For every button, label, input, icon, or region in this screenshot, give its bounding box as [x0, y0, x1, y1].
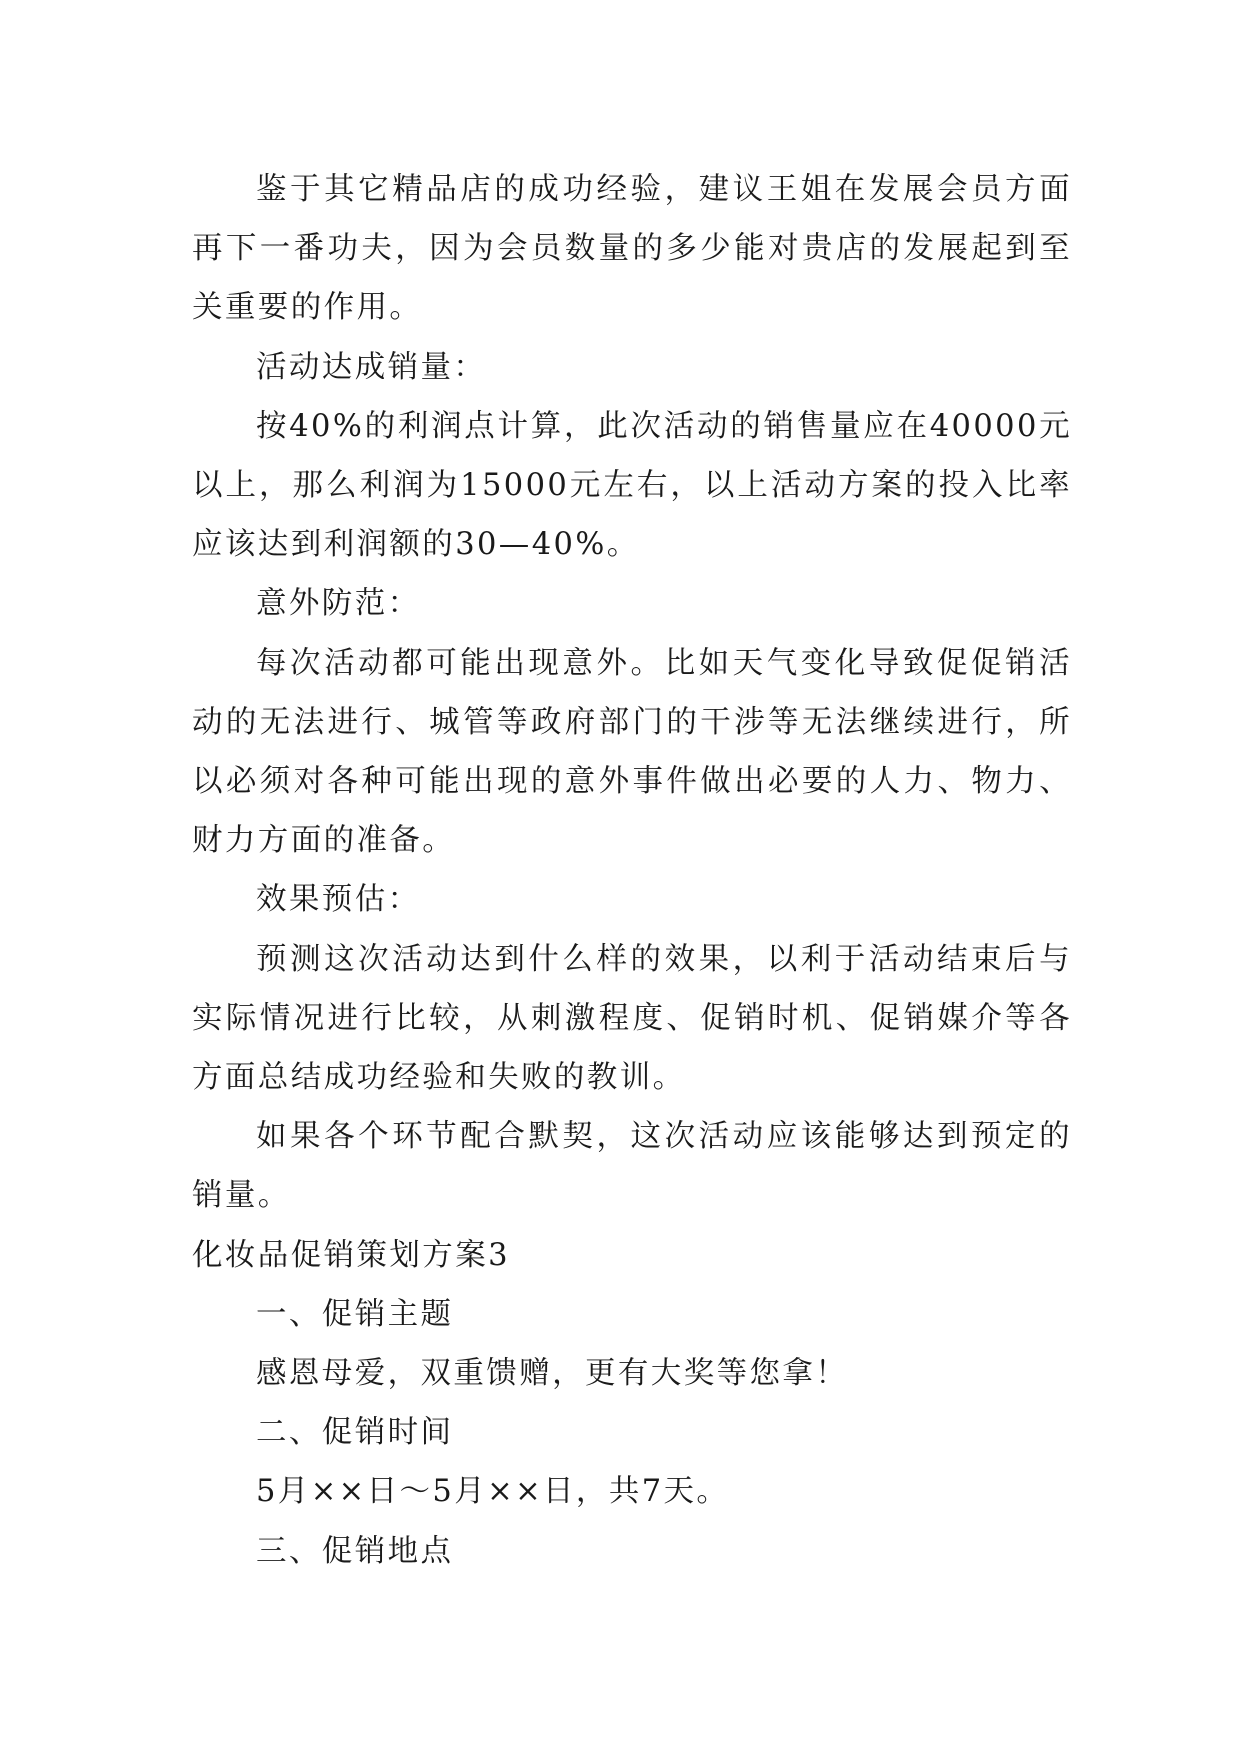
section-heading-theme: 一、促销主题 [256, 1296, 454, 1332]
document-title-plan-3: 化妆品促销策划方案3 [192, 1237, 510, 1273]
section-heading-sales-target: 活动达成销量： [256, 349, 487, 385]
paragraph-theme: 感恩母爱，双重馈赠，更有大奖等您拿！ [256, 1356, 849, 1392]
paragraph-membership-advice: 鉴于其它精品店的成功经验，建议王姐在发展会员方面再下一番功夫，因为会员数量的多少能对贵店的发展起到至关重要的作用。 [192, 172, 1072, 326]
section-heading-location: 三、促销地点 [256, 1533, 454, 1569]
paragraph-conclusion: 如果各个环节配合默契，这次活动应该能够达到预定的销量。 [192, 1119, 1072, 1214]
paragraph-effect-estimate: 预测这次活动达到什么样的效果，以利于活动结束后与实际情况进行比较，从刺激程度、促销时机、促销媒介等各方面总结成功经验和失败的教训。 [192, 941, 1072, 1096]
section-heading-time: 二、促销时间 [256, 1415, 454, 1451]
paragraph-sales-target: 按40%的利润点计算，此次活动的销售量应在40000元以上，那么利润为15000元左右，以上活动方案的投入比率应该达到利润额的30—40%。 [192, 408, 1072, 563]
document-body [192, 160, 1072, 1581]
section-heading-effect-estimate: 效果预估： [256, 882, 421, 918]
paragraph-contingency: 每次活动都可能出现意外。比如天气变化导致促促销活动的无法进行、城管等政府部门的干涉等无法继续进行，所以必须对各种可能出现的意外事件做出必要的人力、物力、财力方面的准备。 [192, 645, 1072, 859]
section-heading-contingency: 意外防范： [256, 586, 421, 622]
paragraph-time: 5月××日～5月××日，共7天。 [256, 1474, 730, 1510]
